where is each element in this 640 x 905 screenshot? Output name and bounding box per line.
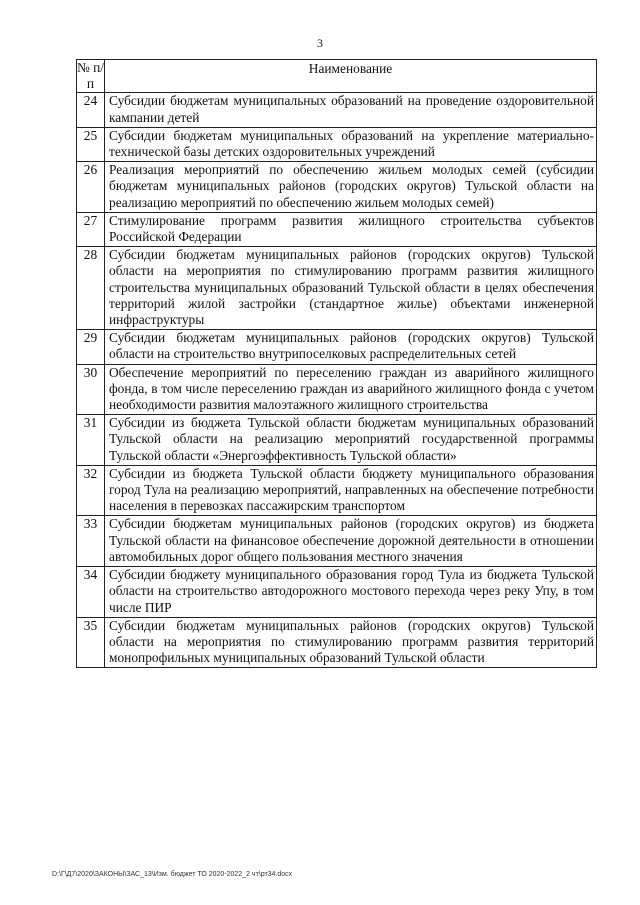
table-row — [77, 162, 597, 213]
table-header-row — [77, 60, 597, 93]
row-name: Стимулирование программ развития жилищного строительства субъектов Российской Федерации — [105, 212, 597, 246]
row-number: 29 — [77, 330, 105, 364]
table-row — [77, 127, 597, 161]
row-number: 30 — [77, 364, 105, 415]
row-number: 27 — [77, 212, 105, 246]
table-row — [77, 617, 597, 668]
row-number: 35 — [77, 617, 105, 668]
row-number: 26 — [77, 162, 105, 213]
table-row — [77, 330, 597, 364]
table-row — [77, 465, 597, 516]
row-number: 24 — [77, 93, 105, 127]
table-row — [77, 567, 597, 618]
row-name: Субсидии бюджетам муниципальных образований на укрепление материально-технической базы детских оздоровительных учреждений — [105, 127, 597, 161]
row-number: 31 — [77, 415, 105, 466]
page-number: 3 — [317, 36, 323, 50]
header-number: № п/п — [77, 60, 105, 92]
row-number: 28 — [77, 247, 105, 330]
header-name: Наименование — [105, 60, 597, 93]
row-name: Субсидии бюджетам муниципальных районов (городских округов) Тульской области на мероприятия по стимулированию программ развития территорий монопрофильных муниципальных образований Тульской области — [105, 617, 597, 668]
table-row — [77, 415, 597, 466]
row-name: Субсидии бюджету муниципального образования город Тула из бюджета Тульской области на строительство автодорожного мостового перехода через реку Упу, в том числе ПИР — [105, 567, 597, 618]
row-number: 34 — [77, 567, 105, 618]
table-row — [77, 364, 597, 415]
row-number: 33 — [77, 516, 105, 567]
table-row — [77, 212, 597, 246]
table-row — [77, 93, 597, 127]
row-number: 25 — [77, 127, 105, 161]
row-name: Реализация мероприятий по обеспечению жильем молодых семей (субсидии бюджетам муниципальных районов (городских округов) Тульской области на реализацию мероприятий по обеспечению жильем молодых семей) — [105, 162, 597, 213]
row-name: Субсидии из бюджета Тульской области бюджету муниципального образования город Тула на реализацию мероприятий, направленных на обеспечение потребности населения в перевозках пассажирским транспортом — [105, 465, 597, 516]
row-name: Субсидии из бюджета Тульской области бюджетам муниципальных образований Тульской области на реализацию мероприятий государственной программы Тульской области «Энергоэффективность Тульской области» — [105, 415, 597, 466]
row-name: Субсидии бюджетам муниципальных районов (городских округов) из бюджета Тульской области на финансовое обеспечение дорожной деятельности в отношении автомобильных дорог общего пользования местного значения — [105, 516, 597, 567]
row-name: Субсидии бюджетам муниципальных районов (городских округов) Тульской области на строительство внутрипоселковых распределительных сетей — [105, 330, 597, 364]
table-row — [77, 516, 597, 567]
row-name: Субсидии бюджетам муниципальных районов (городских округов) Тульской области на мероприятия по стимулированию программ развития жилищного строительства муниципальных образований Тульской области в целях обеспечения территорий жилой застройки (стандартное жилье) объектами инженерной инфраструктуры — [105, 247, 597, 330]
row-name: Субсидии бюджетам муниципальных образований на проведение оздоровительной кампании детей — [105, 93, 597, 127]
file-path: D:\Г\Д7\2020\ЗАКОНЫ\ЗАС_13\Изм. бюджет ТО 2020-2022_2 чт\рт34.docx — [52, 871, 293, 878]
row-number: 32 — [77, 465, 105, 516]
budget-items-table — [76, 59, 597, 668]
table-row — [77, 247, 597, 330]
row-name: Обеспечение мероприятий по переселению граждан из аварийного жилищного фонда, в том числе переселению граждан из аварийного жилищного фонда с учетом необходимости развития малоэтажного жилищного строительства — [105, 364, 597, 415]
